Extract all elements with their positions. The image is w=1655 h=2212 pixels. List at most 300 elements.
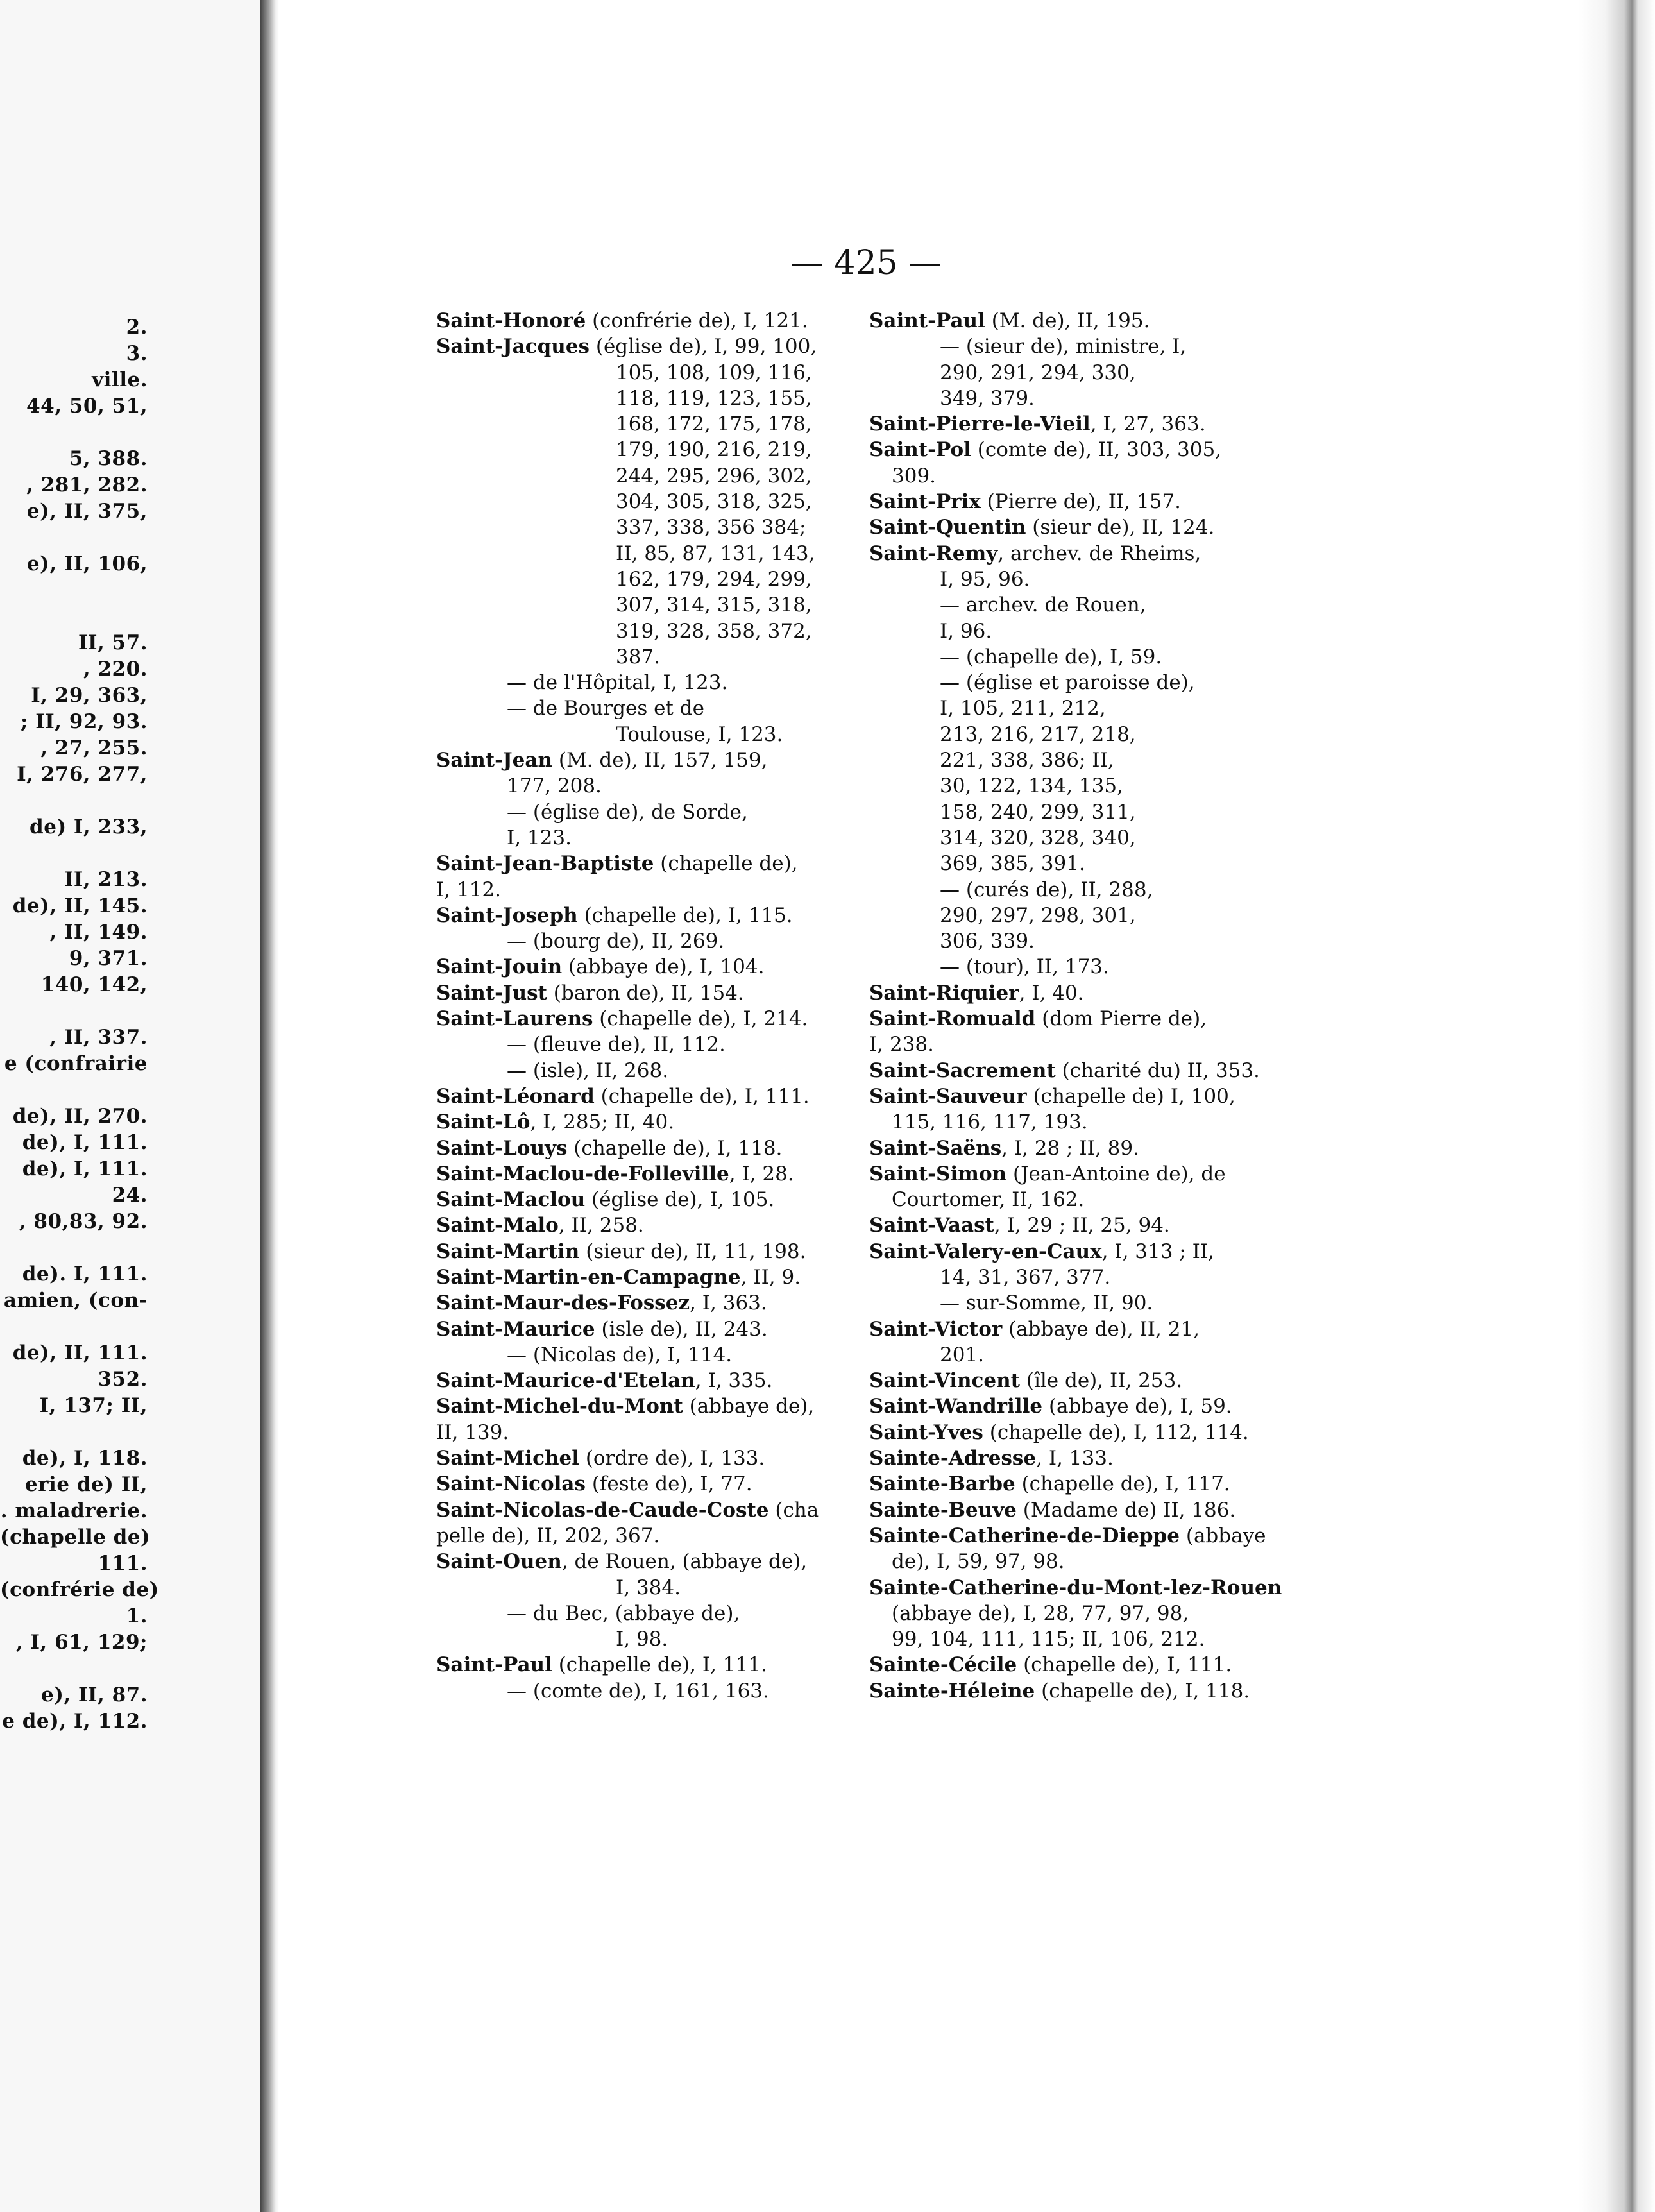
- index-entry-references: (chapelle de), I, 112, 114.: [983, 1420, 1249, 1444]
- previous-page-line: de), II, 111.: [12, 1341, 148, 1365]
- index-entry-references: 290, 297, 298, 301,: [940, 903, 1136, 927]
- index-entry-references: , II, 9.: [740, 1265, 801, 1289]
- index-entry: [869, 670, 1267, 695]
- index-entry-references: 115, 116, 117, 193.: [892, 1110, 1088, 1134]
- index-entry: [869, 825, 1267, 851]
- previous-page-line: [0, 788, 148, 814]
- previous-page-line: e), II, 375,: [26, 500, 148, 523]
- index-entry-references: 177, 208.: [507, 774, 602, 798]
- index-entry: [869, 851, 1267, 876]
- index-entry-references: (Jean-Antoine de), de: [1006, 1162, 1226, 1186]
- previous-page-line: e (confrairie: [4, 1052, 148, 1075]
- index-entry-references: 14, 31, 367, 377.: [940, 1265, 1111, 1289]
- index-entry: [436, 903, 847, 928]
- index-entry: [869, 877, 1267, 903]
- index-entry: [869, 1032, 1267, 1057]
- previous-page-line: amien, (con-: [3, 1289, 148, 1312]
- index-entry-references: 307, 314, 315, 318,: [616, 593, 812, 617]
- previous-page-line: [0, 577, 148, 604]
- index-entry: [869, 1239, 1267, 1264]
- index-entry-heading: Saint-Prix: [869, 490, 981, 514]
- index-entry: [869, 1652, 1267, 1678]
- index-entry-references: (dom Pierre de),: [1035, 1007, 1207, 1031]
- index-entry: [869, 1678, 1267, 1704]
- index-entry: [869, 773, 1267, 799]
- previous-page-line: II, 57.: [78, 631, 148, 654]
- previous-page-line: e), II, 87.: [41, 1683, 148, 1706]
- index-entry-heading: Saint-Quentin: [869, 516, 1026, 540]
- index-entry-references: Toulouse, I, 123.: [616, 722, 783, 746]
- index-entry-references: 244, 295, 296, 302,: [616, 464, 812, 488]
- index-entry: [869, 1109, 1267, 1135]
- index-entry-references: , I, 313 ; II,: [1101, 1239, 1214, 1263]
- index-entry: [869, 1549, 1267, 1574]
- index-entry-references: — (comte de), I, 161, 163.: [507, 1679, 769, 1703]
- index-entry: [436, 1161, 847, 1187]
- index-entry-references: (isle de), II, 243.: [595, 1317, 768, 1341]
- index-entry-references: pelle de), II, 202, 367.: [436, 1524, 660, 1547]
- index-entry-heading: Saint-Sacrement: [869, 1059, 1056, 1082]
- index-entry: [436, 1136, 847, 1161]
- previous-page-line: de) I, 233,: [30, 815, 148, 838]
- index-entry-references: , I, 27, 363.: [1090, 413, 1206, 436]
- index-entry: [436, 1187, 847, 1212]
- index-entry-references: , I, 363.: [690, 1291, 767, 1315]
- index-entry: [869, 386, 1267, 411]
- index-entry-references: — (isle), II, 268.: [507, 1059, 669, 1082]
- index-entry-references: 304, 305, 318, 325,: [616, 490, 812, 514]
- index-entry: [436, 1006, 847, 1032]
- index-entry-heading: Saint-Simon: [869, 1162, 1007, 1186]
- index-entry: [436, 411, 847, 437]
- index-entry-references: I, 96.: [940, 619, 992, 643]
- previous-page-line: [0, 1419, 148, 1445]
- index-entry-references: (chapelle de), I, 117.: [1015, 1472, 1230, 1496]
- index-entry: [436, 773, 847, 799]
- index-entry: [436, 1290, 847, 1316]
- previous-page-line: [0, 998, 148, 1025]
- previous-page-line: e de), I, 112.: [2, 1710, 148, 1733]
- index-entry: [869, 1161, 1267, 1187]
- index-entry: [869, 334, 1267, 359]
- previous-page-line: , II, 149.: [49, 921, 148, 944]
- index-entry-references: , I, 28.: [729, 1162, 794, 1186]
- index-entry-references: de), I, 59, 97, 98.: [892, 1550, 1065, 1574]
- index-entry-heading: Saint-Michel: [436, 1447, 579, 1470]
- previous-page-line: 9, 371.: [69, 947, 148, 970]
- index-entry-heading: Saint-Pol: [869, 438, 971, 462]
- index-entry-references: (Madame de) II, 186.: [1016, 1498, 1236, 1522]
- index-entry-references: 158, 240, 299, 311,: [940, 800, 1136, 824]
- index-entry: [436, 747, 847, 773]
- index-entry: [869, 1084, 1267, 1109]
- index-entry: [869, 1006, 1267, 1032]
- index-entry-references: 105, 108, 109, 116,: [616, 361, 812, 384]
- index-entry-references: (abbaye: [1180, 1524, 1266, 1547]
- index-entry-heading: Saint-Laurens: [436, 1007, 593, 1031]
- index-entry: [869, 954, 1267, 980]
- index-entry-heading: Saint-Vaast: [869, 1214, 994, 1238]
- index-entry-heading: Sainte-Catherine-du-Mont-lez-Rouen: [869, 1576, 1282, 1599]
- page-number: — 425 —: [790, 244, 942, 282]
- index-entry: [869, 799, 1267, 825]
- index-entry-heading: Saint-Maurice: [436, 1317, 595, 1341]
- index-entry-heading: Sainte-Catherine-de-Dieppe: [869, 1524, 1180, 1547]
- previous-page-line: de), I, 118.: [22, 1447, 148, 1470]
- index-entry-references: II, 139.: [436, 1420, 509, 1444]
- index-entry: [436, 1342, 847, 1368]
- index-entry-references: I, 98.: [616, 1628, 668, 1651]
- index-entry: [436, 1212, 847, 1238]
- index-entry: [869, 1575, 1282, 1601]
- index-entry-references: (abbaye de), I, 28, 77, 97, 98,: [892, 1601, 1189, 1625]
- index-entry-references: (baron de), II, 154.: [547, 981, 744, 1005]
- index-entry: [436, 1575, 847, 1601]
- index-entry: [869, 980, 1267, 1006]
- index-entry-references: II, 85, 87, 131, 143,: [616, 541, 815, 565]
- index-entry: [436, 308, 847, 334]
- previous-page-line: erie de) II,: [24, 1473, 148, 1496]
- index-entry: [436, 360, 847, 386]
- index-entry: [869, 489, 1267, 515]
- previous-page-line: [0, 1656, 148, 1682]
- index-entry: [436, 851, 847, 876]
- previous-page-line: 352.: [98, 1368, 148, 1391]
- index-entry-references: — (sieur de), ministre, I,: [940, 335, 1187, 359]
- index-entry-heading: Saint-Remy: [869, 541, 998, 565]
- index-entry-references: 213, 216, 217, 218,: [940, 722, 1136, 746]
- index-entry: [869, 1523, 1267, 1549]
- index-entry: [869, 1626, 1267, 1652]
- index-entry-references: , I, 335.: [695, 1369, 773, 1393]
- index-entry-references: 118, 119, 123, 155,: [616, 386, 812, 410]
- previous-page-line: I, 29, 363,: [31, 684, 148, 707]
- index-entry-references: (chapelle de), I, 111.: [552, 1653, 767, 1677]
- index-entry-heading: Saint-Sauveur: [869, 1084, 1027, 1108]
- index-entry-references: , I, 133.: [1036, 1447, 1114, 1470]
- index-entry-references: 337, 338, 356 384;: [616, 516, 806, 540]
- previous-page-line: (confrérie de): [0, 1578, 159, 1601]
- index-entry-references: (église de), I, 99, 100,: [590, 335, 817, 359]
- index-entry-references: (chapelle de), I, 118.: [567, 1136, 783, 1160]
- index-entry: [436, 1239, 847, 1264]
- index-entry-heading: Saint-Vincent: [869, 1369, 1020, 1393]
- index-entry-heading: Saint-Valery-en-Caux: [869, 1239, 1102, 1263]
- index-entry-heading: Saint-Romuald: [869, 1007, 1036, 1031]
- index-entry: [436, 489, 847, 515]
- index-entry-references: (sieur de), II, 11, 198.: [579, 1239, 806, 1263]
- index-entry-references: (M. de), II, 195.: [985, 309, 1150, 332]
- index-entry-references: (abbaye de), II, 21,: [1002, 1317, 1200, 1341]
- index-entry: [436, 437, 847, 463]
- index-entry: [869, 515, 1267, 540]
- index-entry: [869, 1290, 1267, 1316]
- index-entry-heading: Sainte-Beuve: [869, 1498, 1017, 1522]
- index-entry-heading: Saint-Pierre-le-Vieil: [869, 413, 1091, 436]
- index-entry-heading: Saint-Maclou-de-Folleville: [436, 1162, 729, 1186]
- index-entry-references: — archev. de Rouen,: [940, 593, 1146, 617]
- previous-page-line: II, 213.: [64, 868, 148, 891]
- index-entry-references: 162, 179, 294, 299,: [616, 567, 812, 591]
- index-entry: [869, 592, 1267, 618]
- previous-page-line: , II, 337.: [49, 1026, 148, 1049]
- index-entry-heading: Saint-Riquier: [869, 981, 1019, 1005]
- index-entry-heading: Saint-Léonard: [436, 1084, 595, 1108]
- index-entry: [869, 1393, 1267, 1419]
- index-entry-references: (confrérie de), I, 121.: [586, 309, 808, 332]
- previous-page-line: 140, 142,: [40, 973, 148, 996]
- index-entry: [869, 722, 1267, 747]
- index-entry-references: (chapelle de),: [654, 852, 798, 876]
- index-entry-heading: Saint-Paul: [436, 1653, 552, 1677]
- index-entry-references: 99, 104, 111, 115; II, 106, 212.: [892, 1628, 1205, 1651]
- index-entry-references: (abbaye de),: [683, 1395, 815, 1418]
- previous-page-line: de), I, 111.: [22, 1157, 148, 1180]
- index-entry-references: I, 238.: [869, 1033, 934, 1057]
- index-entry-references: 306, 339.: [940, 930, 1035, 953]
- index-entry: [869, 1316, 1267, 1342]
- index-entry: [869, 566, 1267, 592]
- index-entry-references: I, 105, 211, 212,: [940, 697, 1106, 720]
- index-entry: [436, 1393, 847, 1419]
- index-entry: [869, 1212, 1267, 1238]
- index-entry: [869, 1601, 1267, 1626]
- index-entry-references: (chapelle de), I, 115.: [577, 903, 793, 927]
- index-entry-heading: Saint-Maur-des-Fossez: [436, 1291, 690, 1315]
- index-entry-references: (feste de), I, 77.: [585, 1472, 752, 1496]
- index-entry-references: — du Bec, (abbaye de),: [507, 1601, 740, 1625]
- previous-page-line: [0, 1235, 148, 1261]
- index-entry: [869, 1368, 1267, 1393]
- previous-page-line: [0, 840, 148, 867]
- index-entry: [869, 928, 1267, 954]
- index-entry: [436, 592, 847, 618]
- index-entry-heading: Saint-Yves: [869, 1420, 983, 1444]
- index-entry-heading: Saint-Jean-Baptiste: [436, 852, 654, 876]
- index-entry: [869, 437, 1267, 463]
- index-entry-references: (chapelle de), I, 111.: [594, 1084, 810, 1108]
- index-entry: [869, 360, 1267, 386]
- index-entry-references: 369, 385, 391.: [940, 852, 1085, 876]
- previous-page-line: e), II, 106,: [26, 552, 148, 575]
- index-entry-references: (Pierre de), II, 157.: [980, 490, 1182, 514]
- index-entry: [436, 515, 847, 540]
- index-entry: [436, 463, 847, 489]
- index-entry-references: 201.: [940, 1343, 985, 1366]
- index-entry-heading: Saint-Martin: [436, 1239, 580, 1263]
- index-entry: [436, 722, 847, 747]
- previous-page-line: , I, 61, 129;: [15, 1631, 148, 1654]
- index-entry-references: — (église de), de Sorde,: [507, 800, 748, 824]
- index-entry-heading: Saint-Victor: [869, 1317, 1003, 1341]
- index-entry: [869, 747, 1267, 773]
- previous-page-line: (chapelle de): [0, 1526, 151, 1549]
- index-entry: [436, 1601, 847, 1626]
- index-entry: [436, 334, 847, 359]
- index-entry: [436, 1652, 847, 1678]
- index-entry: [436, 1109, 847, 1135]
- index-entry: [436, 928, 847, 954]
- page-edge-shadow: [1578, 0, 1655, 2212]
- index-entry: [869, 1420, 1267, 1445]
- index-entry-references: — sur-Somme, II, 90.: [940, 1291, 1153, 1315]
- index-entry: [869, 903, 1267, 928]
- index-entry: [869, 1471, 1267, 1497]
- index-entry: [869, 463, 1267, 489]
- index-entry-references: (comte de), II, 303, 305,: [971, 438, 1222, 462]
- index-entry-heading: Saint-Honoré: [436, 309, 586, 332]
- index-entry-heading: Saint-Louys: [436, 1136, 568, 1160]
- index-entry-heading: Saint-Just: [436, 981, 547, 1005]
- previous-page-line: [0, 604, 148, 630]
- previous-page-line: de), I, 111.: [22, 1131, 148, 1154]
- index-entry-references: — de l'Hôpital, I, 123.: [507, 671, 728, 695]
- previous-page-line: , 220.: [83, 658, 148, 681]
- index-entry-references: (chapelle de), I, 111.: [1017, 1653, 1232, 1677]
- index-entry-heading: Saint-Malo: [436, 1214, 559, 1238]
- previous-page-line: 2.: [126, 316, 148, 339]
- index-entry: [869, 1058, 1267, 1084]
- index-entry: [436, 670, 847, 695]
- previous-page-line: de), II, 270.: [12, 1105, 148, 1128]
- index-entry: [869, 1497, 1267, 1523]
- index-entry: [436, 1445, 847, 1471]
- index-entry: [869, 1136, 1267, 1161]
- previous-page-line: , 80,83, 92.: [19, 1210, 148, 1233]
- index-entry: [869, 644, 1267, 670]
- index-entry-references: 319, 328, 358, 372,: [616, 619, 812, 643]
- index-entry-references: — (fleuve de), II, 112.: [507, 1033, 726, 1057]
- index-entry-references: — (tour), II, 173.: [940, 955, 1109, 979]
- index-entry-heading: Saint-Michel-du-Mont: [436, 1395, 683, 1418]
- index-entry: [436, 386, 847, 411]
- index-entry-heading: Saint-Nicolas: [436, 1472, 586, 1496]
- index-entry-references: (cha: [768, 1498, 819, 1522]
- index-entry-references: 30, 122, 134, 135,: [940, 774, 1123, 798]
- index-entry-references: — (curés de), II, 288,: [940, 878, 1153, 901]
- index-entry-heading: Saint-Lô: [436, 1110, 530, 1134]
- index-column-right: [869, 308, 1282, 1704]
- previous-page-edge: [0, 0, 263, 2212]
- index-entry: [436, 1523, 847, 1549]
- previous-page-line: [0, 1314, 148, 1340]
- previous-page-line: ; II, 92, 93.: [21, 710, 148, 733]
- index-entry-references: 314, 320, 328, 340,: [940, 826, 1136, 849]
- index-entry-heading: Saint-Martin-en-Campagne: [436, 1265, 741, 1289]
- index-entry-references: 309.: [892, 464, 937, 488]
- previous-page-line: de). I, 111.: [22, 1263, 148, 1286]
- index-entry-references: , I, 40.: [1019, 981, 1084, 1005]
- index-entry: [436, 1471, 847, 1497]
- index-entry-references: , II, 258.: [558, 1214, 644, 1238]
- previous-page-text-fragments: [0, 314, 159, 1735]
- previous-page-line: I, 276, 277,: [17, 763, 148, 786]
- index-entry-heading: Saint-Jean: [436, 749, 552, 772]
- index-entry: [436, 1032, 847, 1057]
- index-column-left: [436, 308, 847, 1704]
- previous-page-line: 111.: [98, 1552, 148, 1575]
- index-entry-references: , I, 285; II, 40.: [530, 1110, 675, 1134]
- index-entry-references: Courtomer, II, 162.: [892, 1188, 1085, 1212]
- index-entry-references: I, 112.: [436, 878, 501, 901]
- index-entry: [436, 1264, 847, 1290]
- index-entry: [869, 618, 1267, 644]
- previous-page-line: . maladrerie.: [0, 1499, 148, 1522]
- index-entry: [436, 644, 847, 670]
- index-entry-references: , I, 29 ; II, 25, 94.: [994, 1214, 1170, 1238]
- index-entry-heading: Saint-Wandrille: [869, 1395, 1043, 1418]
- previous-page-line: [0, 525, 148, 551]
- index-entry: [436, 1549, 847, 1574]
- index-entry-heading: Saint-Ouen: [436, 1550, 562, 1574]
- previous-page-line: [0, 1077, 148, 1103]
- previous-page-line: de), II, 145.: [12, 894, 148, 917]
- index-entry: [436, 1084, 847, 1109]
- index-entry-heading: Saint-Jouin: [436, 955, 563, 979]
- index-entry: [436, 1420, 847, 1445]
- previous-page-line: 44, 50, 51,: [26, 395, 148, 418]
- index-entry: [436, 877, 847, 903]
- previous-page-line: [0, 420, 148, 446]
- index-entry-references: (charité du) II, 353.: [1055, 1059, 1260, 1082]
- previous-page-line: , 281, 282.: [26, 473, 148, 497]
- index-entry: [869, 541, 1267, 566]
- index-entry: [869, 411, 1267, 437]
- previous-page-line: 1.: [126, 1604, 148, 1628]
- index-entry-references: (sieur de), II, 124.: [1026, 516, 1215, 540]
- index-entry-references: 349, 379.: [940, 386, 1035, 410]
- index-entry: [436, 1368, 847, 1393]
- index-entry-references: 387.: [616, 645, 661, 668]
- index-entry-references: I, 123.: [507, 826, 572, 849]
- index-entry-references: 221, 338, 386; II,: [940, 749, 1114, 772]
- index-entry-references: 290, 291, 294, 330,: [940, 361, 1136, 384]
- previous-page-line: 5, 388.: [69, 447, 148, 470]
- index-entry-references: (abbaye de), I, 59.: [1042, 1395, 1232, 1418]
- index-entry: [869, 1445, 1267, 1471]
- index-entry: [436, 618, 847, 644]
- index-entry-references: (chapelle de), I, 214.: [593, 1007, 808, 1031]
- previous-page-line: , 27, 255.: [40, 736, 148, 760]
- index-entry-references: , I, 28 ; II, 89.: [1001, 1136, 1139, 1160]
- index-entry: [436, 825, 847, 851]
- index-entry: [436, 1626, 847, 1652]
- index-entry-references: — (église et paroisse de),: [940, 671, 1195, 695]
- index-entry: [436, 1678, 847, 1704]
- index-entry-heading: Saint-Nicolas-de-Caude-Coste: [436, 1498, 769, 1522]
- index-entry-references: (M. de), II, 157, 159,: [552, 749, 768, 772]
- index-entry-references: — (bourg de), II, 269.: [507, 930, 725, 953]
- previous-page-line: ville.: [92, 368, 148, 391]
- index-entry: [869, 308, 1267, 334]
- index-entry-references: 179, 190, 216, 219,: [616, 438, 812, 462]
- index-entry-heading: Saint-Maclou: [436, 1188, 586, 1212]
- index-entry: [436, 1058, 847, 1084]
- index-entry: [436, 799, 847, 825]
- index-entry: [436, 1497, 847, 1523]
- index-entry-heading: Sainte-Héleine: [869, 1679, 1035, 1703]
- index-entry: [869, 695, 1267, 721]
- index-entry-heading: Saint-Maurice-d'Etelan: [436, 1369, 695, 1393]
- previous-page-line: 24.: [112, 1184, 148, 1207]
- index-entry-references: (ordre de), I, 133.: [579, 1447, 765, 1470]
- index-entry: [436, 980, 847, 1006]
- index-entry: [436, 695, 847, 721]
- index-entry-references: (chapelle de) I, 100,: [1026, 1084, 1235, 1108]
- index-entry: [869, 1342, 1267, 1368]
- index-entry: [436, 1316, 847, 1342]
- index-entry: [436, 566, 847, 592]
